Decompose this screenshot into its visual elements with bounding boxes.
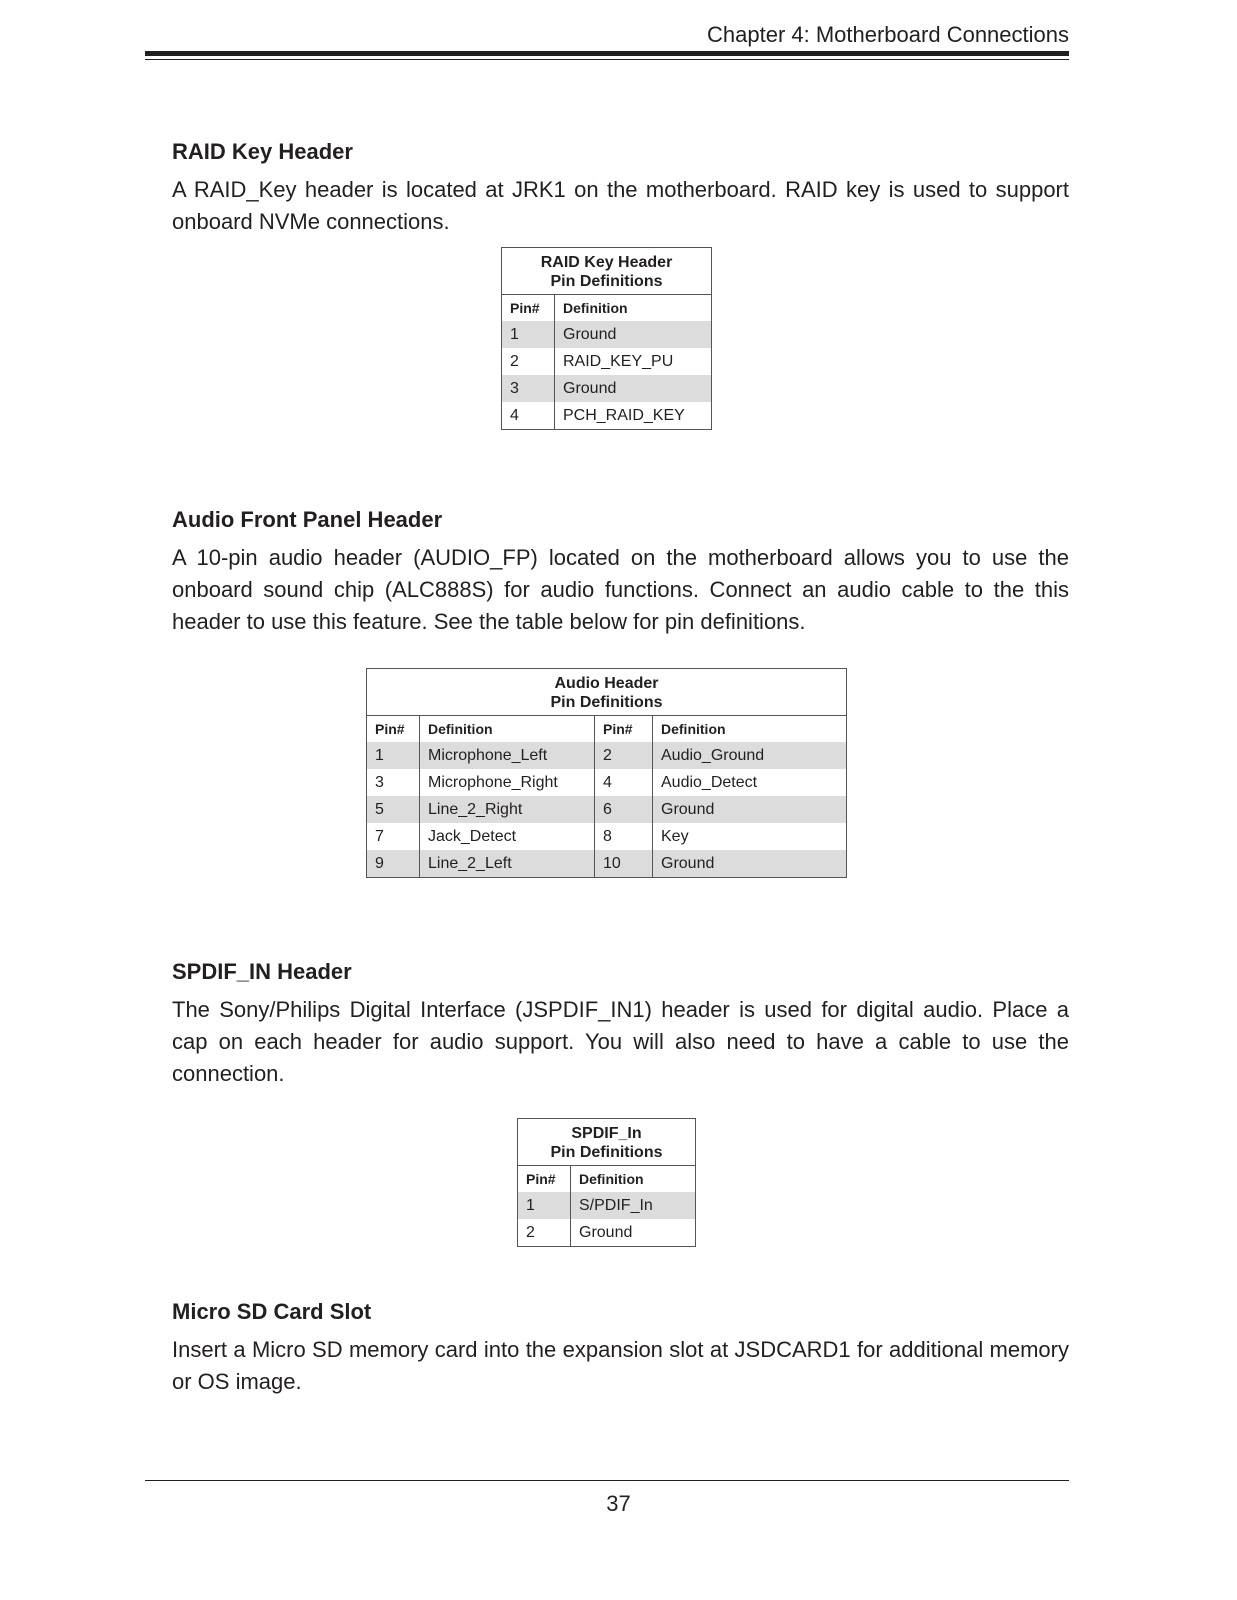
column-header-definition: Definition [571, 1166, 696, 1193]
header-rule-thick [145, 51, 1069, 56]
spdif-header-description: The Sony/Philips Digital Interface (JSPDIF_IN1) header is used for digital audio. Place a cap on each header for audio support. You will also need to have a cable to use the connection. [172, 997, 1069, 1086]
definition-cell: Line_2_Right [420, 796, 595, 823]
definition-cell: Ground [653, 850, 847, 878]
definition-cell: Microphone_Right [420, 769, 595, 796]
definition-cell: Ground [571, 1219, 696, 1247]
pin-cell: 1 [518, 1192, 571, 1219]
raid-key-heading: RAID Key Header [172, 139, 353, 164]
pin-cell: 5 [367, 796, 420, 823]
microsd-description: Insert a Micro SD memory card into the expansion slot at JSDCARD1 for additional memory or OS image. [172, 1337, 1069, 1394]
column-header-pin: Pin# [518, 1166, 571, 1193]
header-rule-thin [145, 59, 1069, 60]
table-subtitle: Pin Definitions [550, 694, 663, 711]
table-row [367, 769, 847, 796]
column-header-definition: Definition [420, 716, 595, 743]
raid-key-pin-table [501, 247, 712, 430]
definition-cell: Ground [653, 796, 847, 823]
table-row [367, 796, 847, 823]
table-row [502, 348, 712, 375]
pin-cell: 3 [367, 769, 420, 796]
pin-cell: 3 [502, 375, 555, 402]
definition-cell: Line_2_Left [420, 850, 595, 878]
chapter-title: Chapter 4: Motherboard Connections [707, 22, 1069, 47]
pin-cell: 2 [518, 1219, 571, 1247]
definition-cell: RAID_KEY_PU [555, 348, 712, 375]
table-row [518, 1192, 696, 1219]
definition-cell: Microphone_Left [420, 742, 595, 769]
definition-cell: S/PDIF_In [571, 1192, 696, 1219]
pin-cell: 1 [367, 742, 420, 769]
definition-cell: Key [653, 823, 847, 850]
table-caption [367, 669, 847, 716]
column-header-pin: Pin# [367, 716, 420, 743]
pin-cell: 2 [502, 348, 555, 375]
pin-cell: 7 [367, 823, 420, 850]
pin-cell: 4 [502, 402, 555, 430]
table-caption [502, 248, 712, 295]
pin-cell: 6 [595, 796, 653, 823]
column-header-pin: Pin# [502, 295, 555, 322]
table-row [367, 850, 847, 878]
definition-cell: Ground [555, 321, 712, 348]
table-row [502, 321, 712, 348]
definition-cell: Jack_Detect [420, 823, 595, 850]
table-title: RAID Key Header [540, 254, 673, 271]
table-row [502, 402, 712, 430]
pin-cell: 9 [367, 850, 420, 878]
microsd-heading: Micro SD Card Slot [172, 1299, 372, 1324]
column-header-pin: Pin# [595, 716, 653, 743]
definition-cell: Ground [555, 375, 712, 402]
pin-cell: 10 [595, 850, 653, 878]
table-subtitle: Pin Definitions [550, 273, 663, 290]
table-subtitle: Pin Definitions [550, 1144, 663, 1161]
column-header-definition: Definition [555, 295, 712, 322]
table-title: Audio Header [554, 675, 659, 692]
column-header-definition: Definition [653, 716, 847, 743]
raid-key-description: A RAID_Key header is located at JRK1 on the motherboard. RAID key is used to support onboard NVMe connections. [172, 177, 1069, 234]
pin-cell: 1 [502, 321, 555, 348]
audio-header-description: A 10-pin audio header (AUDIO_FP) located on the motherboard allows you to use the onboard sound chip (ALC888S) for audio functions. Connect an audio cable to the this header to use this feature. See the table below for pin definitions. [172, 545, 1069, 634]
definition-cell: PCH_RAID_KEY [555, 402, 712, 430]
definition-cell: Audio_Ground [653, 742, 847, 769]
definition-cell: Audio_Detect [653, 769, 847, 796]
table-title: SPDIF_In [571, 1125, 642, 1142]
spdif-pin-table [517, 1118, 696, 1247]
spdif-header-heading: SPDIF_IN Header [172, 959, 352, 984]
table-row [518, 1219, 696, 1247]
pin-cell: 2 [595, 742, 653, 769]
table-row [367, 823, 847, 850]
table-row [502, 375, 712, 402]
pin-cell: 8 [595, 823, 653, 850]
audio-header-heading: Audio Front Panel Header [172, 507, 443, 532]
pin-cell: 4 [595, 769, 653, 796]
table-caption [518, 1119, 696, 1166]
footer-rule [145, 1480, 1069, 1481]
page-number: 37 [606, 1491, 631, 1516]
table-row [367, 742, 847, 769]
audio-header-pin-table [366, 668, 847, 878]
